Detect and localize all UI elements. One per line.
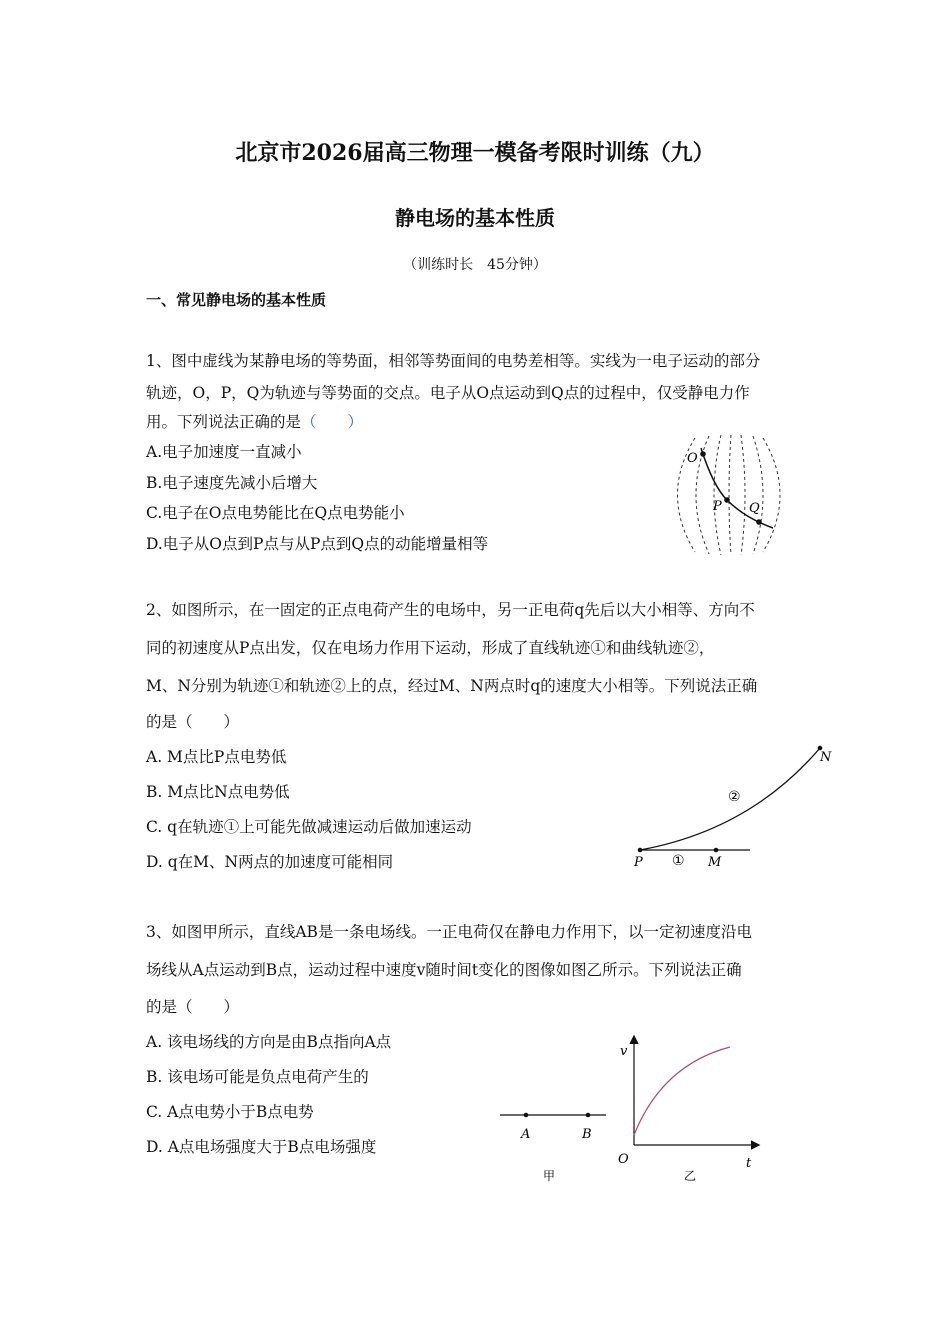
q1-stem-line-3: 用。下列说法正确的是 [146,413,302,431]
q2-trajectory-figure [630,740,840,870]
label-a: A [521,1127,531,1142]
point-o-dot [700,451,706,457]
q1-stem-line-3-wrap [146,410,363,432]
q3-stem-line-1: 3、如图甲所示，直线AB是一条电场线。一正电荷仅在静电力作用下，以一定初速度沿电 [146,923,752,941]
q3-option-a: A. 该电场线的方向是由B点指向A点 [146,1033,392,1051]
q1-stem-line-1: 1、图中虚线为某静电场的等势面，相邻等势面间的电势差相等。实线为一电子运动的部分 [146,352,761,370]
label-b: B [582,1127,592,1142]
q3-figure-yi [612,1033,762,1185]
q2-stem-line-1: 2、如图所示，在一固定的正点电荷产生的电场中，另一正电荷q先后以大小相等、方向不 [146,601,755,619]
q3-option-b: B. 该电场可能是负点电荷产生的 [146,1068,369,1086]
q2-option-d: D. q在M、N两点的加速度可能相同 [146,853,394,871]
q3-stem-line-3: 的是（ ） [146,998,240,1016]
velocity-time-curve [634,1047,730,1135]
caption-jia: 甲 [543,1169,556,1183]
equipotential-line [753,436,763,554]
equipotential-line [729,435,731,555]
point-p-dot [724,497,730,503]
q2-option-c: C. q在轨迹①上可能先做减速运动后做加速运动 [146,818,472,836]
label-p: P [634,855,643,870]
point-b-dot [586,1113,591,1118]
q3-option-d: D. A点电场强度大于B点电场强度 [146,1138,377,1156]
q1-option-c: C.电子在O点电势能比在Q点电势能小 [146,504,405,522]
q2-option-a: A. M点比P点电势低 [146,748,287,766]
label-p: P [713,499,722,514]
page-subtitle: 静电场的基本性质 [395,206,555,230]
q3-figure-jia [498,1100,610,1185]
equipotential-line [714,435,721,555]
q1-stem-line-2: 轨迹，O，P，Q为轨迹与等势面的交点。电子从O点运动到Q点的过程中，仅受静电力作 [146,384,750,402]
label-v: v [620,1044,628,1059]
q1-option-d: D.电子从O点到P点与从P点到Q点的动能增量相等 [146,535,489,553]
q2-stem-line-4: 的是（ ） [146,713,240,731]
label-n: N [820,750,832,765]
q3-stem-line-2: 场线从A点运动到B点，运动过程中速度v随时间t变化的图像如图乙所示。下列说法正确 [146,961,742,979]
label-q: Q [749,501,760,516]
q1-option-a: A.电子加速度一直减小 [146,443,302,461]
label-o: O [687,451,698,466]
q1-answer-paren: （ ） [301,413,364,431]
point-a-dot [524,1113,529,1118]
label-m: M [708,855,722,870]
point-m-dot [714,848,719,853]
q1-option-b: B.电子速度先减小后增大 [146,474,318,492]
q2-option-b: B. M点比N点电势低 [146,783,290,801]
caption-yi: 乙 [684,1169,697,1183]
label-track-2: ② [728,789,741,805]
equipotential-line [763,438,780,552]
point-q-dot [756,519,762,525]
equipotential-line [741,435,745,555]
q2-stem-line-3: M、N分别为轨迹①和轨迹②上的点，经过M、N两点时q的速度大小相等。下列说法正确 [146,677,758,695]
q2-stem-line-2: 同的初速度从P点出发，仅在电场力作用下运动，形成了直线轨迹①和曲线轨迹②， [146,639,715,657]
label-track-1: ① [672,853,685,869]
q1-equipotential-figure [665,432,791,558]
label-t: t [746,1156,752,1171]
section-title: 一、常见静电场的基本性质 [146,291,327,309]
page-title: 北京市2026届高三物理一模备考限时训练（九） [235,140,715,166]
training-duration: （训练时长 45分钟） [403,257,547,273]
label-origin: O [618,1152,629,1167]
electron-trajectory [701,448,773,528]
point-p-dot [638,848,643,853]
q3-option-c: C. A点电势小于B点电势 [146,1103,314,1121]
